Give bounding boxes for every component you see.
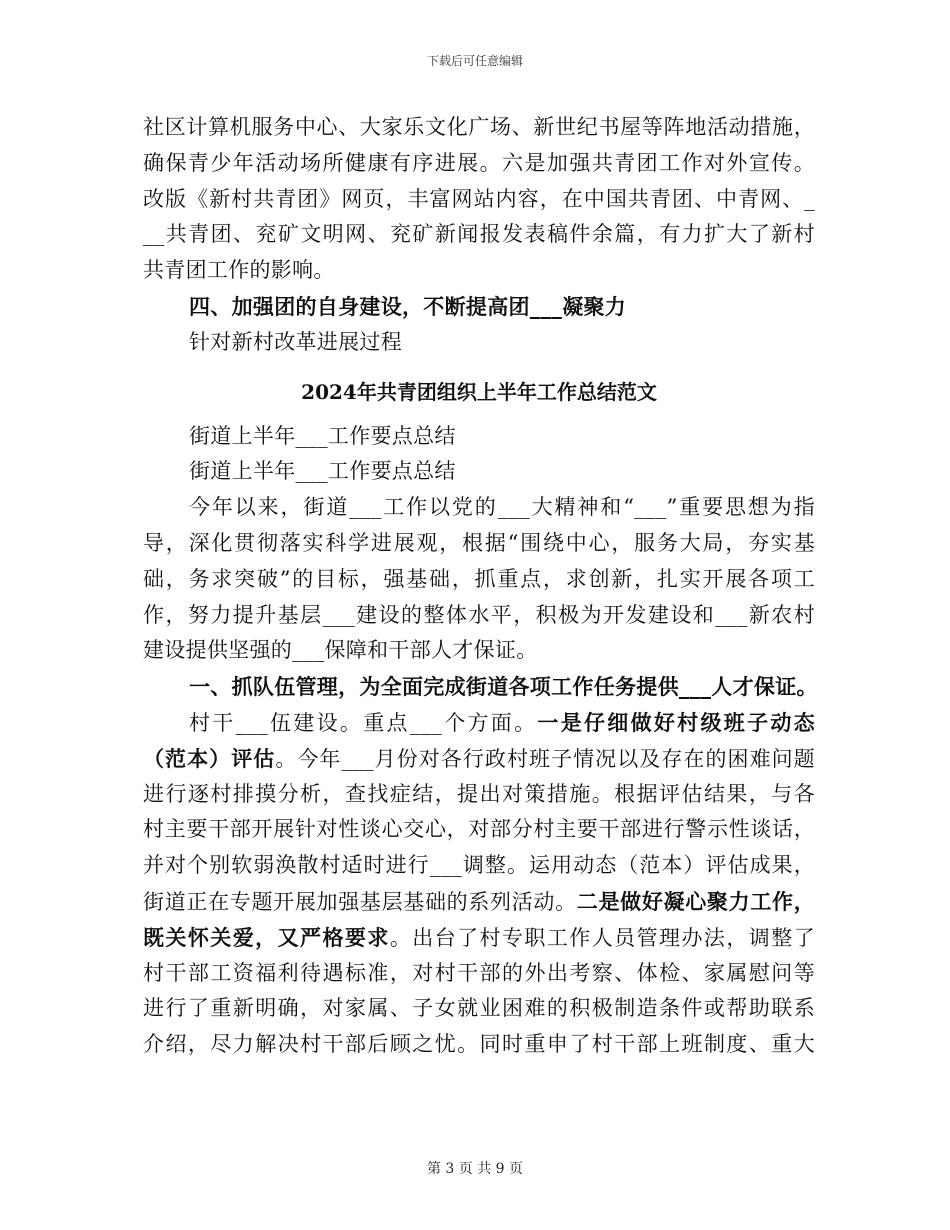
text-span: 。今年___月份对各行政村班子情况以及存在的困难问题 [275,746,815,771]
text-line: 针对新村改革进展过程 [189,329,402,354]
page-header: 下载后可任意编辑 [426,54,523,68]
document-body [143,110,818,1063]
text-line: 建设提供坚强的___保障和干部人才保证。 [143,638,538,663]
document-title: 2024年共青团组织上半年工作总结范文 [301,379,657,404]
text-span: 。出台了村专职工作人员管理办法，调整了 [389,925,815,950]
text-line [143,741,815,777]
text-line: 介绍，尽力解决村干部后顾之忧。同时重申了村干部上班制度、重大 [143,1032,815,1057]
section-heading: 四、加强团的自身建设，不断提高团___凝聚力 [189,293,627,319]
text-line: 作，努力提升基层___建设的整体水平，积极为开发建设和___新农村 [143,602,815,627]
text-line [143,884,815,920]
text-line: 确保青少年活动场所健康有序进展。六是加强共青团工作对外宣传。 [143,150,815,175]
text-line: 共青团工作的影响。 [143,258,335,283]
text-line: 础，务求突破”的目标，强基础，抓重点，求创新，扎实开展各项工 [143,566,815,591]
text-line: 街道上半年___工作要点总结 [189,423,456,448]
text-line [143,705,815,741]
bold-span: （范本）评估 [143,745,276,771]
page-footer: 第 3 页 共 9 页 [426,1161,524,1177]
text-line [143,920,815,956]
bold-span: 二是做好凝心聚力工作， [576,888,815,914]
text-line: 村干部工资福利待遇标准，对村干部的外出考察、体检、家属慰问等 [143,960,815,985]
text-line: 并对个别软弱涣散村适时进行___调整。运用动态（范本）评估成果， [143,853,815,878]
bold-span: 既关怀关爱，又严格要求 [143,924,390,950]
text-line: 今年以来，街道___工作以党的___大精神和“___”重要思想为指 [189,495,815,520]
text-line: 进行逐村排摸分析，查找症结，提出对策措施。根据评估结果，与各 [143,781,815,806]
text-line: 改版《新村共青团》网页，丰富网站内容，在中国共青团、中青网、_ [143,186,815,211]
bold-span: 一是仔细做好村级班子动态 [537,709,815,735]
text-span: 村干___伍建设。重点___个方面。 [189,710,538,735]
text-line: 村主要干部开展针对性谈心交心，对部分村主要干部进行警示性谈话， [143,817,815,842]
text-line: 导，深化贯彻落实科学进展观，根据“围绕中心，服务大局，夯实基 [143,530,815,555]
section-heading: 一、抓队伍管理，为全面完成街道各项工作任务提供___人才保证。 [189,674,818,700]
text-span: 街道正在专题开展加强基层基础的系列活动。 [143,889,577,914]
text-line: __共青团、兖矿文明网、兖矿新闻报发表稿件余篇，有力扩大了新村 [143,222,815,247]
text-line: 街道上半年___工作要点总结 [189,459,456,484]
text-line: 社区计算机服务中心、大家乐文化广场、新世纪书屋等阵地活动措施， [143,115,815,139]
text-line: 进行了重新明确，对家属、子女就业困难的积极制造条件或帮助联系 [143,996,815,1021]
